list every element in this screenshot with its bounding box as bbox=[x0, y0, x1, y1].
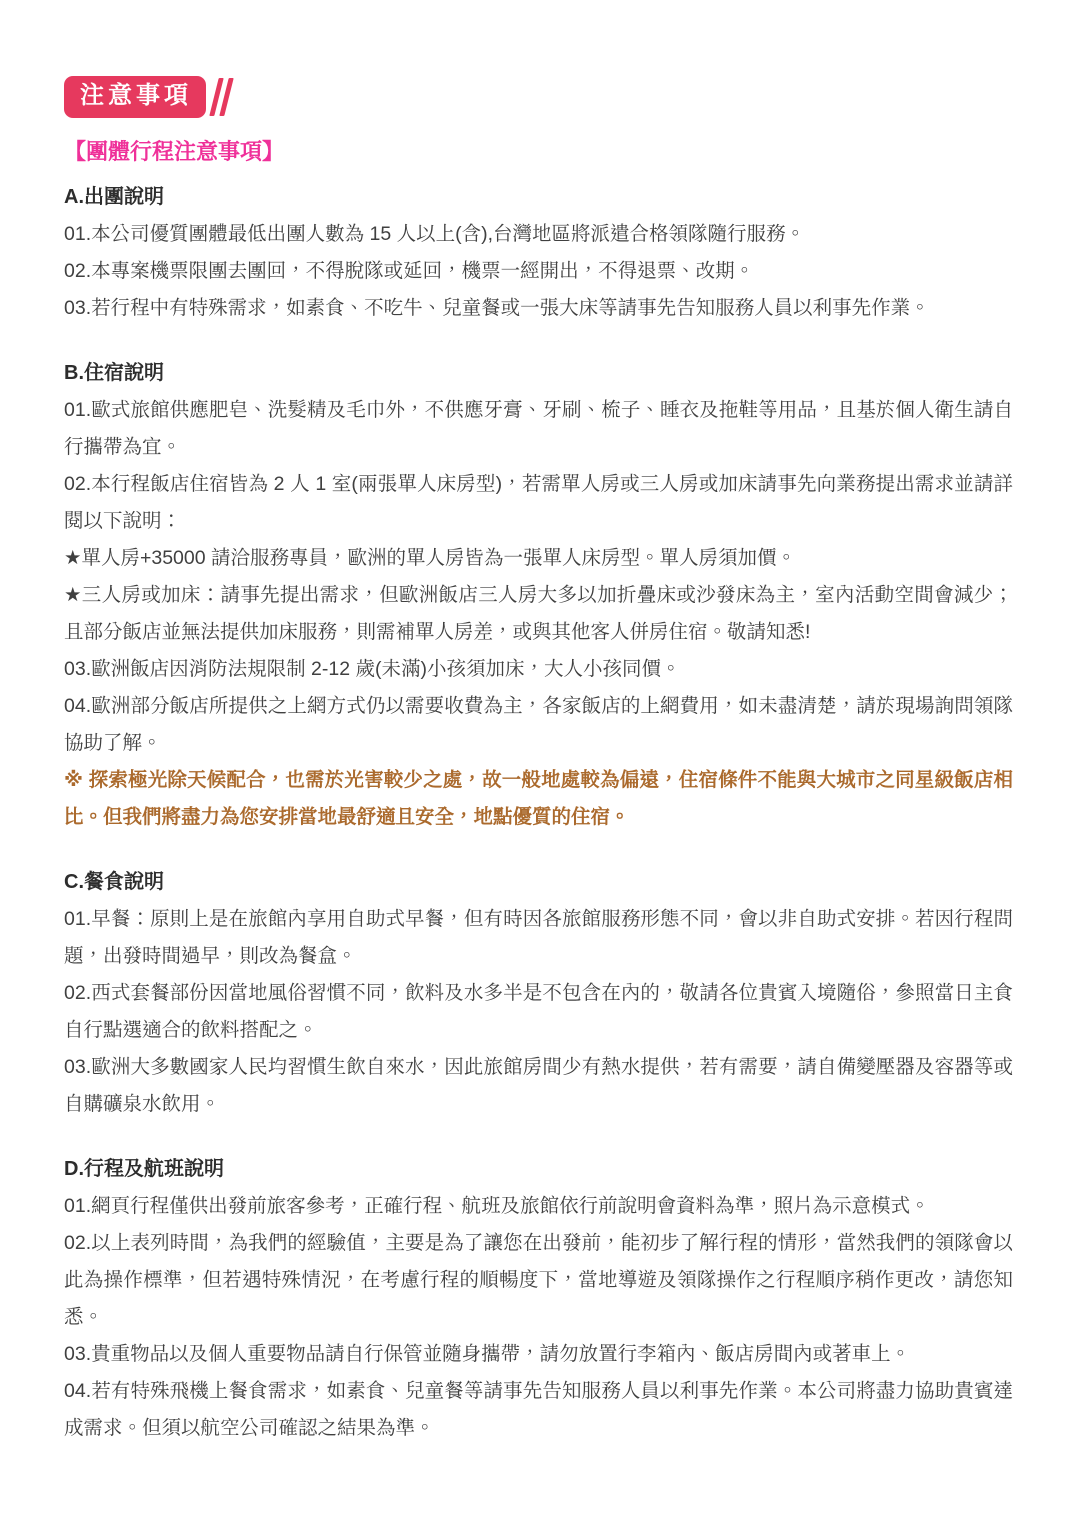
section-group-meals bbox=[64, 864, 1013, 1123]
section-title: C.餐食說明 bbox=[64, 871, 164, 893]
notes-badge: 注意事項 bbox=[64, 76, 206, 118]
notice-item: 04.若有特殊飛機上餐食需求，如素食、兒童餐等請事先告知服務人員以利事先作業。本公司將盡力協助貴賓達成需求。但須以航空公司確認之結果為準。 bbox=[64, 1380, 1013, 1439]
section-title: D.行程及航班說明 bbox=[64, 1158, 224, 1180]
notice-item: 04.歐洲部分飯店所提供之上網方式仍以需要收費為主，各家飯店的上網費用，如未盡清楚，請於現場詢問領隊協助了解。 bbox=[64, 695, 1013, 754]
notice-item: 02.以上表列時間，為我們的經驗值，主要是為了讓您在出發前，能初步了解行程的情形，當然我們的領隊會以此為操作標準，但若遇特殊情況，在考慮行程的順暢度下，當地導遊及領隊操作之行程順序稍作更改，請您知悉。 bbox=[64, 1232, 1013, 1328]
notice-item: 02.本行程飯店住宿皆為 2 人 1 室(兩張單人床房型)，若需單人房或三人房或加床請事先向業務提出需求並請詳閱以下說明： bbox=[64, 473, 1013, 532]
notice-item-triple-room: ★三人房或加床：請事先提出需求，但歐洲飯店三人房大多以加折疊床或沙發床為主，室內活動空間會減少；且部分飯店並無法提供加床服務，則需補單人房差，或與其他客人併房住宿。敬請知悉! bbox=[64, 584, 1013, 643]
section-group-departure bbox=[64, 179, 1013, 327]
notice-item: 03.歐洲飯店因消防法規限制 2-12 歲(未滿)小孩須加床，大人小孩同價。 bbox=[64, 658, 681, 680]
notes-header bbox=[64, 76, 1013, 118]
section-title: B.住宿說明 bbox=[64, 362, 164, 384]
notice-item-single-room: ★單人房+35000 請洽服務專員，歐洲的單人房皆為一張單人床房型。單人房須加價。 bbox=[64, 547, 797, 569]
notice-item: 01.歐式旅館供應肥皂、洗髮精及毛巾外，不供應牙膏、牙刷、梳子、睡衣及拖鞋等用品，且基於個人衛生請自行攜帶為宜。 bbox=[64, 399, 1013, 458]
notice-item: 03.歐洲大多數國家人民均習慣生飲自來水，因此旅館房間少有熱水提供，若有需要，請自備變壓器及容器等或自購礦泉水飲用。 bbox=[64, 1056, 1013, 1115]
notice-item: 01.早餐：原則上是在旅館內享用自助式早餐，但有時因各旅館服務形態不同，會以非自助式安排。若因行程問題，出發時間過早，則改為餐盒。 bbox=[64, 908, 1013, 967]
highlight-note: ※ 探索極光除天候配合，也需於光害較少之處，故一般地處較為偏遠，住宿條件不能與大城市之同星級飯店相比。但我們將盡力為您安排當地最舒適且安全，地點優質的住宿。 bbox=[64, 769, 1013, 828]
section-group-itinerary-flights bbox=[64, 1151, 1013, 1447]
notice-item: 02.西式套餐部份因當地風俗習慣不同，飲料及水多半是不包含在內的，敬請各位貴賓入境隨俗，參照當日主食自行點選適合的飲料搭配之。 bbox=[64, 982, 1013, 1041]
notice-item: 02.本專案機票限團去團回，不得脫隊或延回，機票一經開出，不得退票、改期。 bbox=[64, 260, 755, 282]
section-title: A.出團說明 bbox=[64, 186, 164, 208]
page-title: 【團體行程注意事項】 bbox=[64, 139, 285, 164]
decorative-stripes-icon bbox=[214, 78, 234, 116]
section-group-accommodation bbox=[64, 355, 1013, 836]
notice-item: 03.貴重物品以及個人重要物品請自行保管並隨身攜帶，請勿放置行李箱內、飯店房間內或著車上。 bbox=[64, 1343, 911, 1365]
notice-item: 01.本公司優質團體最低出團人數為 15 人以上(含),台灣地區將派遣合格領隊隨行服務。 bbox=[64, 223, 806, 245]
notice-item: 03.若行程中有特殊需求，如素食、不吃牛、兒童餐或一張大床等請事先告知服務人員以利事先作業。 bbox=[64, 297, 930, 319]
notice-item: 01.網頁行程僅供出發前旅客參考，正確行程、航班及旅館依行前說明會資料為準，照片為示意模式。 bbox=[64, 1195, 930, 1217]
